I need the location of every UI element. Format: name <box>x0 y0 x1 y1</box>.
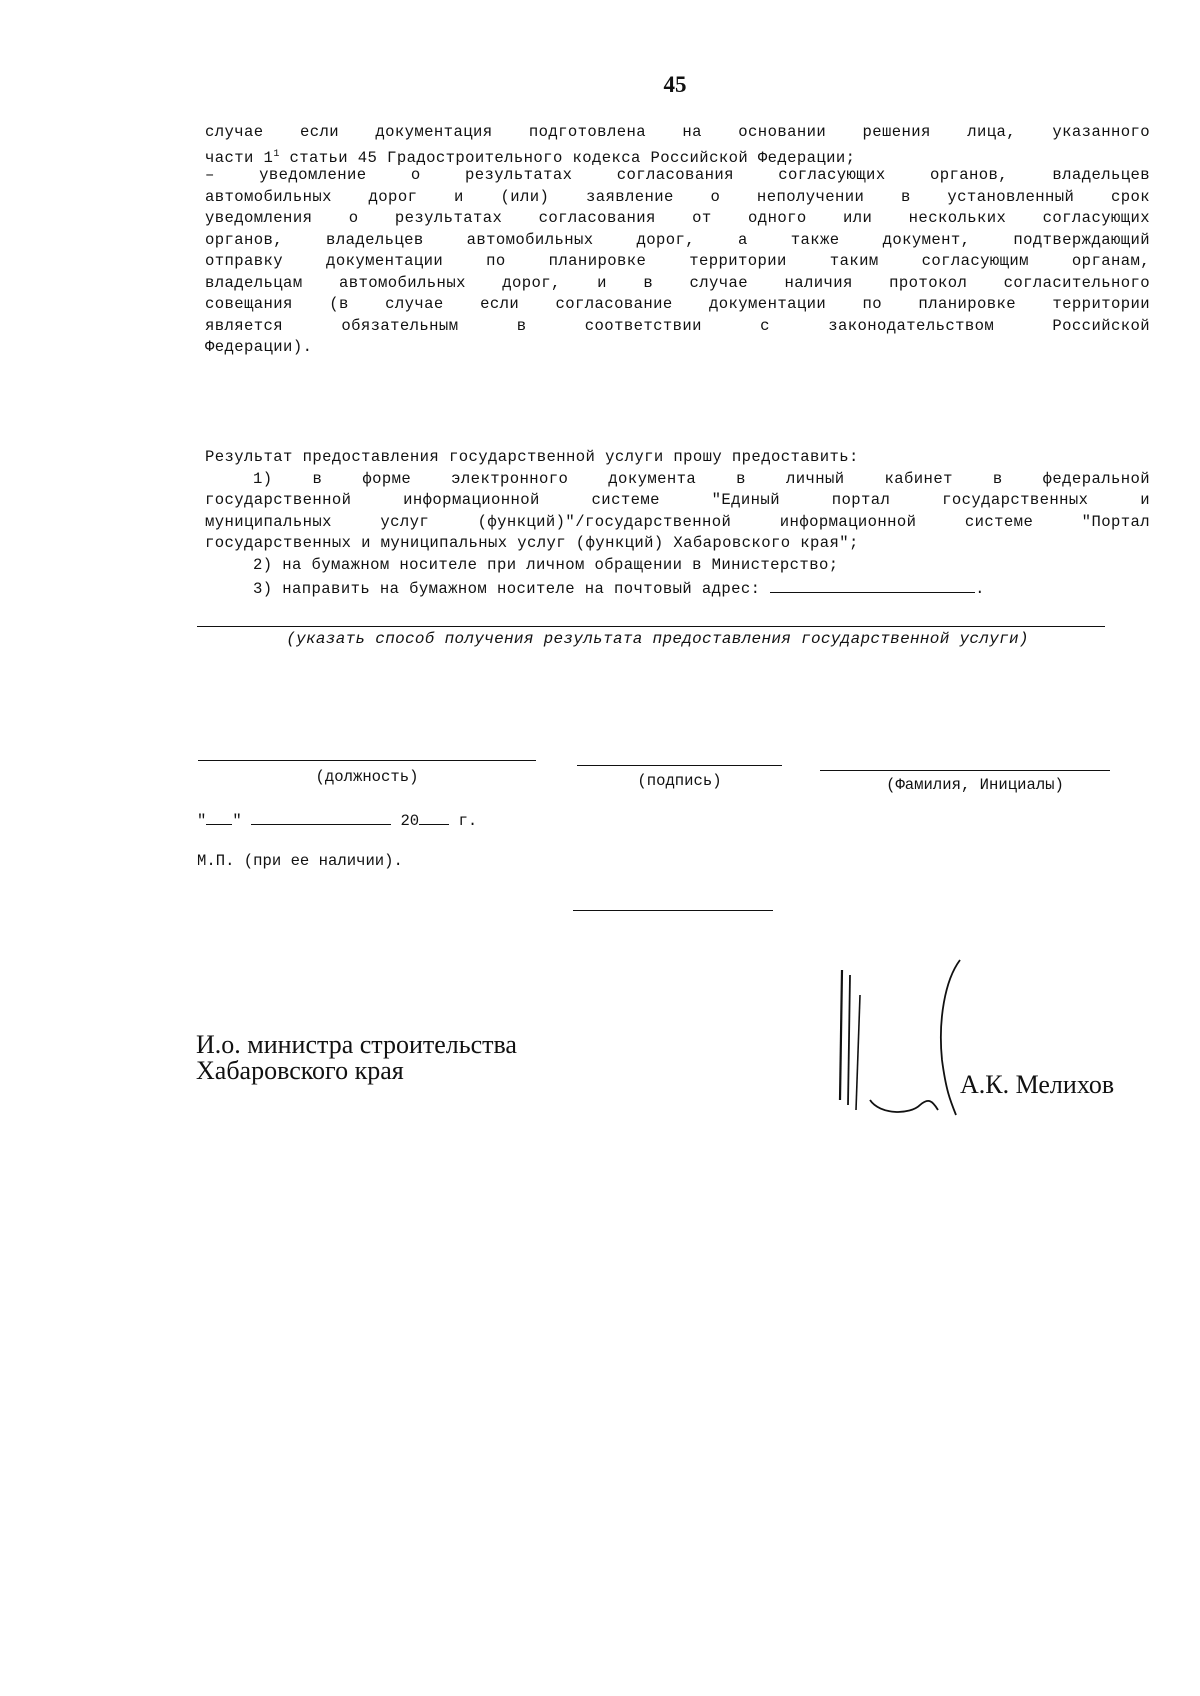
handwritten-signature <box>820 950 980 1130</box>
text-fragment: части 1 <box>205 148 274 165</box>
text-line: автомобильных дорог и (или) заявление о неполучении в установленный срок <box>205 187 1150 206</box>
text-line: уведомления о результатах согласования от одного или нескольких согласующих <box>205 209 1150 227</box>
official-title-line: И.о. министра строительства <box>196 1030 517 1059</box>
text-line: случае если документация подготовлена на основании решения лица, указанного <box>205 123 1150 141</box>
stamp-note: М.П. (при ее наличии). <box>197 852 403 870</box>
month-field <box>251 808 391 825</box>
option-item-1: 1) в форме электронного документа в личный кабинет в федеральной <box>253 469 1150 488</box>
option-item-3 <box>205 576 1150 598</box>
option-item-2: 2) на бумажном носителе при личном обращении в Министерство; <box>253 555 839 574</box>
text-line: муниципальных услуг (функций)"/государственной информационной системе "Портал <box>205 512 1150 531</box>
name-line <box>820 770 1110 771</box>
text-line: совещания (в случае если согласование документации по планировке территории <box>205 295 1150 313</box>
official-name: А.К. Мелихов <box>960 1070 1115 1099</box>
position-line <box>198 760 536 761</box>
signature-line <box>577 765 782 766</box>
method-underline <box>197 626 1105 627</box>
text-line: – уведомление о результатах согласования согласующих органов, владельцев <box>205 166 1150 184</box>
paragraph-result-method <box>205 447 1150 598</box>
text-fragment: " <box>197 812 207 830</box>
text-line: отправку документации по планировке территории таким согласующим органам, <box>205 252 1150 270</box>
text-fragment: статьи 45 Градостроительного кодекса Российской Федерации; <box>289 148 856 165</box>
separator-line <box>573 910 773 911</box>
text-fragment: . <box>975 580 985 598</box>
text-line <box>205 144 1150 166</box>
text-fragment: 3) направить на бумажном носителе на почтовый адрес: <box>253 580 761 598</box>
text-line: государственных и муниципальных услуг (функций) Хабаровского края"; <box>205 534 859 552</box>
text-line: является обязательным в соответствии с законодательством Российской <box>205 316 1150 335</box>
year-field <box>419 808 449 825</box>
official-title <box>196 1032 517 1084</box>
date-line <box>197 808 477 830</box>
text-fragment: 20 <box>400 812 420 830</box>
text-fragment: " <box>232 812 242 830</box>
superscript: 1 <box>273 148 280 160</box>
page-number: 45 <box>663 72 687 97</box>
text-line: Федерации). <box>205 338 313 356</box>
position-caption: (должность) <box>315 768 419 786</box>
address-field <box>770 576 975 593</box>
paragraph-requirements <box>205 122 1150 359</box>
method-hint: (указать способ получения результата предоставления государственной услуги) <box>286 630 1029 648</box>
text-line: государственной информационной системе "Единый портал государственных и <box>205 491 1150 509</box>
text-line: органов, владельцев автомобильных дорог, а также документ, подтверждающий <box>205 230 1150 249</box>
day-field <box>206 808 232 825</box>
text-fragment: г. <box>458 812 478 830</box>
signature-caption: (подпись) <box>637 772 722 790</box>
paragraph-heading: Результат предоставления государственной услуги прошу предоставить: <box>205 448 859 466</box>
name-caption: (Фамилия, Инициалы) <box>886 776 1064 794</box>
official-title-line: Хабаровского края <box>196 1056 404 1085</box>
text-line: владельцам автомобильных дорог, и в случае наличия протокол согласительного <box>205 273 1150 292</box>
